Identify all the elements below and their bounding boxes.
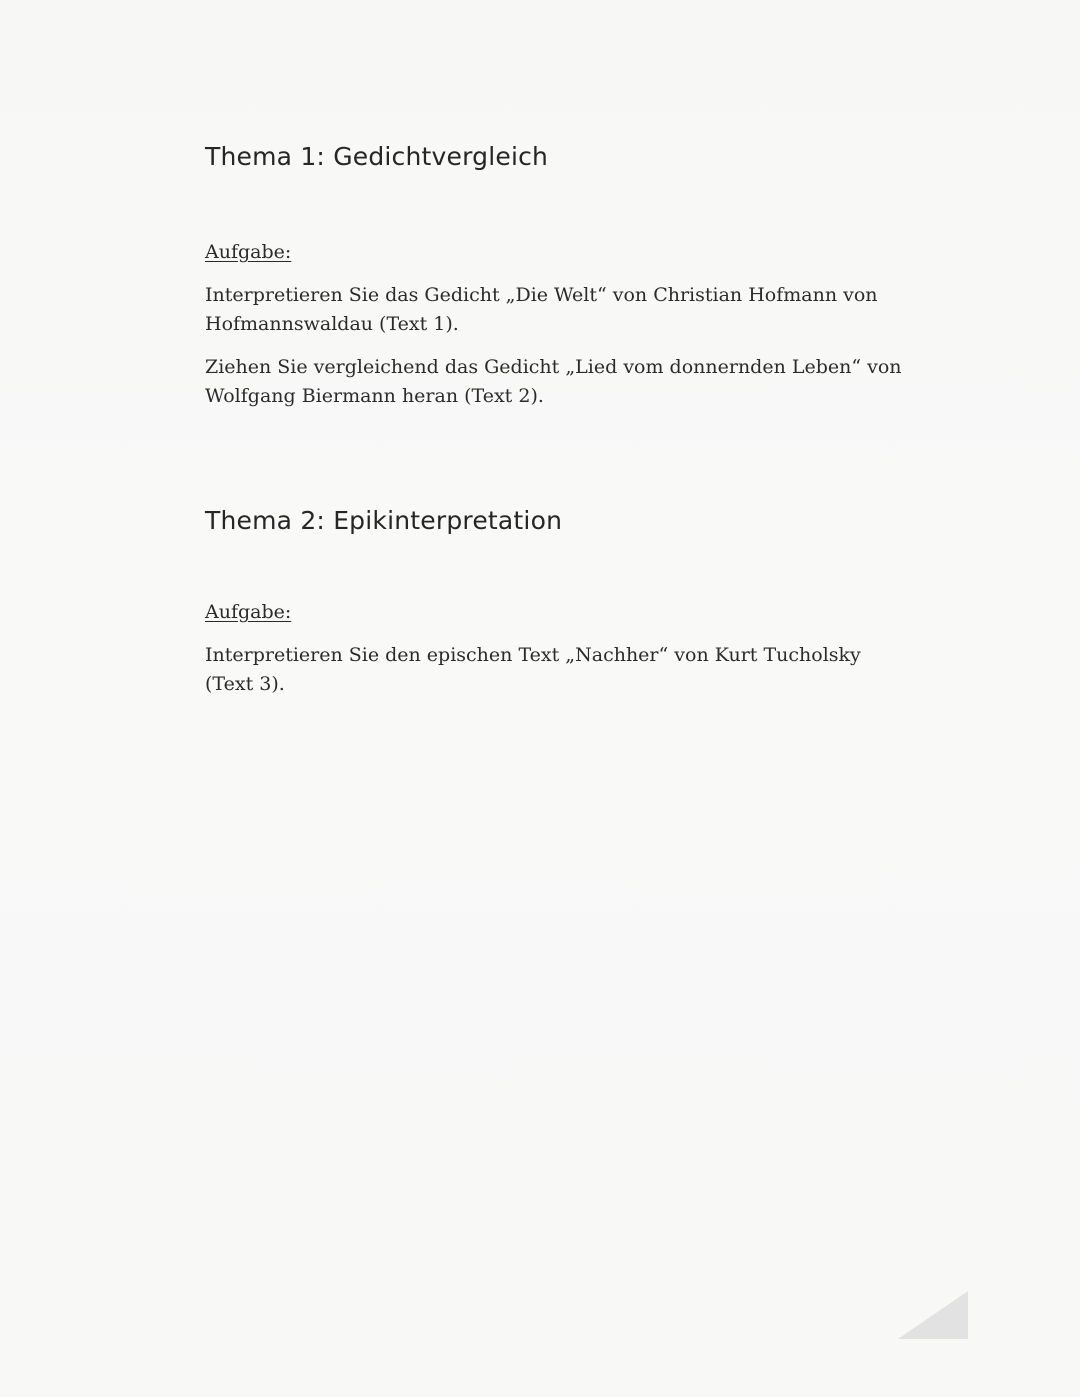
theme-2-task-label: Aufgabe: <box>205 601 292 623</box>
page-corner-shadow <box>898 1291 968 1339</box>
theme-section-1 <box>205 142 905 411</box>
theme-section-2 <box>205 506 905 699</box>
theme-1-task-paragraph-2: Ziehen Sie vergleichend das Gedicht „Lied vom donnernden Leben“ von Wolfgang Biermann heran (Text 2). <box>205 356 902 407</box>
theme-2-title: Thema 2: Epikinterpretation <box>205 506 563 535</box>
theme-2-task-paragraph-1: Interpretieren Sie den epischen Text „Nachher“ von Kurt Tucholsky (Text 3). <box>205 644 861 695</box>
theme-1-title: Thema 1: Gedichtvergleich <box>205 142 549 171</box>
theme-1-task-label: Aufgabe: <box>205 241 292 263</box>
theme-1-task-paragraph-1: Interpretieren Sie das Gedicht „Die Welt“ von Christian Hofmann von Hofmannswaldau (Text 1). <box>205 284 878 335</box>
